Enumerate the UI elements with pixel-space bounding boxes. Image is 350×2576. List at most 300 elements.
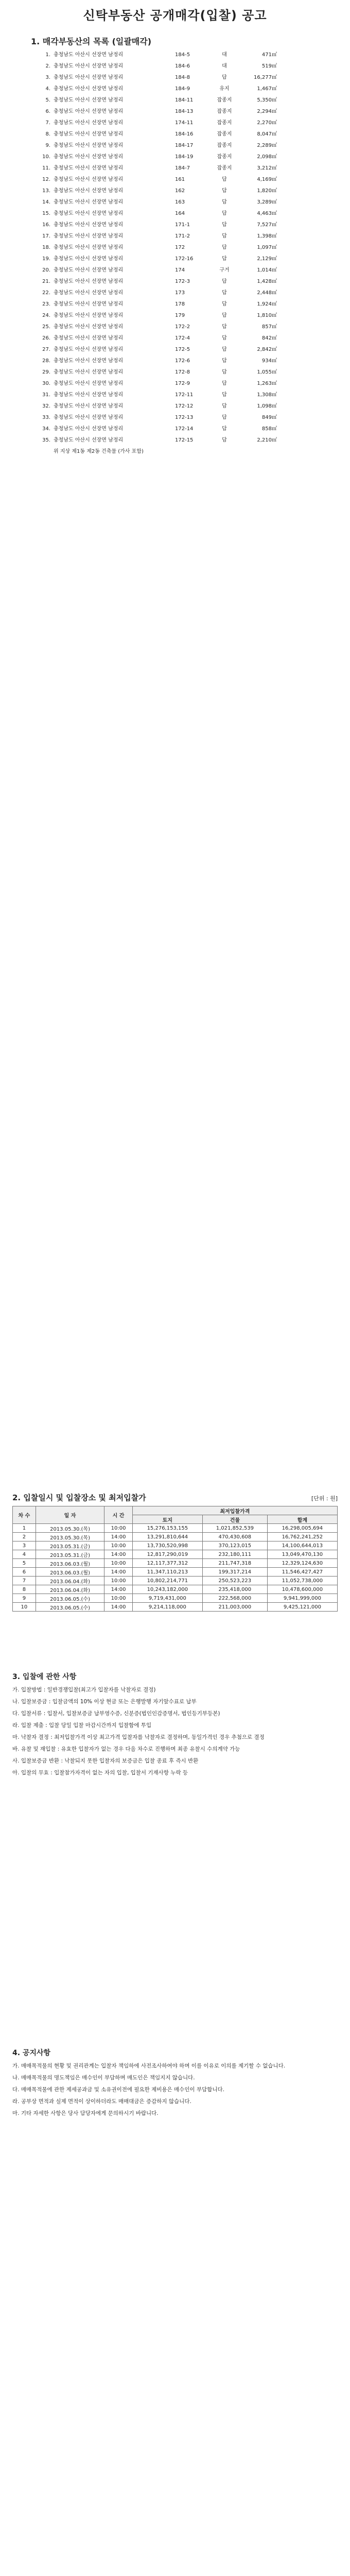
property-address: 충청남도 아산시 선장면 남정리 — [54, 63, 124, 69]
header-land: 토지 — [132, 1515, 202, 1524]
property-category: 답 — [222, 403, 227, 409]
property-category: 잡종지 — [217, 109, 232, 114]
property-area: 857㎡ — [261, 324, 277, 330]
property-address: 충청남도 아산시 선장면 남정리 — [54, 222, 124, 228]
property-lot: 172-6 — [175, 358, 190, 364]
property-category: 답 — [222, 358, 227, 364]
property-lot: 184-9 — [175, 86, 190, 92]
price-cell-total: 11,052,738,000 — [267, 1577, 337, 1585]
price-cell-land: 13,291,810,644 — [132, 1533, 202, 1541]
property-no: 25. — [42, 324, 50, 330]
property-area: 1,398㎡ — [257, 233, 277, 239]
price-cell-total: 16,298,005,694 — [267, 1524, 337, 1533]
property-item — [31, 378, 319, 389]
price-cell-total: 13,049,470,130 — [267, 1550, 337, 1559]
property-no: 20. — [42, 267, 50, 273]
property-category: 답 — [222, 415, 227, 420]
property-item — [31, 174, 319, 185]
header-date: 일 자 — [36, 1506, 104, 1524]
price-cell-no: 3 — [13, 1541, 36, 1550]
price-row — [13, 1577, 338, 1585]
property-category: 답 — [222, 335, 227, 341]
property-address: 충청남도 아산시 선장면 남정리 — [54, 177, 124, 182]
property-item — [31, 435, 319, 446]
property-lot: 172-15 — [175, 437, 194, 443]
price-table — [12, 1506, 338, 1612]
property-area: 519㎡ — [261, 63, 277, 69]
property-lot: 161 — [175, 177, 185, 182]
page-title: 신탁부동산 공개매각(입찰) 공고 — [83, 8, 267, 23]
price-cell-date: 2013.05.30.(목) — [36, 1533, 104, 1541]
property-address: 충청남도 아산시 선장면 남정리 — [54, 415, 124, 420]
property-address: 충청남도 아산시 선장면 남정리 — [54, 403, 124, 409]
property-category: 답 — [222, 324, 227, 330]
price-cell-bldg: 211,003,000 — [202, 1603, 267, 1612]
property-address: 충청남도 아산시 선장면 남정리 — [54, 97, 124, 103]
property-area: 1,820㎡ — [257, 188, 277, 194]
property-lot: 184-5 — [175, 52, 190, 58]
price-row — [13, 1533, 338, 1541]
price-cell-date: 2013.06.05.(수) — [36, 1594, 104, 1603]
property-lot: 172-12 — [175, 403, 194, 409]
property-category: 구거 — [219, 267, 230, 273]
property-lot: 184-19 — [175, 154, 194, 160]
building-note: 위 지상 제1동 제2동 건축물 (가사 포함) — [54, 449, 144, 454]
price-cell-bldg: 232,180,111 — [202, 1550, 267, 1559]
property-lot: 164 — [175, 211, 185, 216]
property-item — [31, 208, 319, 219]
property-item — [31, 83, 319, 95]
building-note-item — [31, 446, 319, 457]
property-address: 충청남도 아산시 선장면 남정리 — [54, 437, 124, 443]
property-address: 충청남도 아산시 선장면 남정리 — [54, 86, 124, 92]
property-no: 19. — [42, 256, 50, 262]
property-area: 1,924㎡ — [257, 301, 277, 307]
section3-item: 사. 입찰보증금 반환 : 낙찰되지 못한 입찰자의 보증금은 입찰 종료 후 즉시 반환 — [12, 1758, 199, 1764]
property-lot: 172 — [175, 245, 185, 250]
price-cell-land: 13,730,520,998 — [132, 1541, 202, 1550]
property-lot: 162 — [175, 188, 185, 194]
section3-item: 가. 입찰방법 : 일반경쟁입찰(최고가 입찰자를 낙찰자로 결정) — [12, 1687, 156, 1693]
property-lot: 163 — [175, 199, 185, 205]
property-address: 충청남도 아산시 선장면 남정리 — [54, 199, 124, 205]
property-lot: 173 — [175, 290, 185, 296]
property-lot: 174 — [175, 267, 185, 273]
price-cell-total: 14,100,644,013 — [267, 1541, 337, 1550]
property-no: 5. — [45, 97, 50, 103]
header-building: 건물 — [202, 1515, 267, 1524]
price-cell-no: 9 — [13, 1594, 36, 1603]
property-no: 22. — [42, 290, 50, 296]
property-item — [31, 95, 319, 106]
property-address: 충청남도 아산시 선장면 남정리 — [54, 245, 124, 250]
price-row — [13, 1603, 338, 1612]
section2 — [12, 1492, 338, 1612]
property-no: 35. — [42, 437, 50, 443]
header-round: 차 수 — [13, 1506, 36, 1524]
property-address: 충청남도 아산시 선장면 남정리 — [54, 347, 124, 352]
section3-item: 나. 입찰보증금 : 입찰금액의 10% 이상 현금 또는 은행발행 자기앞수표로 납부 — [12, 1699, 197, 1705]
property-address: 충청남도 아산시 선장면 남정리 — [54, 358, 124, 364]
property-item — [31, 61, 319, 72]
property-no: 10. — [42, 154, 50, 160]
section1-heading: 1. 매각부동산의 목록 (일괄매각) — [31, 37, 152, 46]
price-cell-total: 10,478,600,000 — [267, 1585, 337, 1594]
section3 — [12, 1665, 338, 1780]
price-cell-bldg: 470,430,608 — [202, 1533, 267, 1541]
section4-heading: 4. 공지사항 — [12, 2049, 51, 2057]
property-item — [31, 163, 319, 174]
property-category: 답 — [222, 347, 227, 352]
price-cell-land: 9,214,118,000 — [132, 1603, 202, 1612]
property-area: 2,842㎡ — [257, 347, 277, 352]
property-category: 답 — [222, 245, 227, 250]
property-lot: 172-13 — [175, 415, 194, 420]
property-area: 1,098㎡ — [257, 403, 277, 409]
property-address: 충청남도 아산시 선장면 남정리 — [54, 52, 124, 58]
property-lot: 184-7 — [175, 165, 190, 171]
property-no: 12. — [42, 177, 50, 182]
price-row — [13, 1568, 338, 1577]
property-item — [31, 287, 319, 299]
property-lot: 172-8 — [175, 369, 190, 375]
price-cell-land: 12,117,377,312 — [132, 1559, 202, 1568]
price-cell-bldg: 222,568,000 — [202, 1594, 267, 1603]
property-category: 대 — [222, 52, 227, 58]
property-address: 충청남도 아산시 선장면 남정리 — [54, 301, 124, 307]
property-area: 849㎡ — [261, 415, 277, 420]
price-cell-no: 1 — [13, 1524, 36, 1533]
price-row — [13, 1594, 338, 1603]
price-cell-time: 14:00 — [104, 1568, 132, 1577]
property-area: 2,098㎡ — [257, 154, 277, 160]
property-category: 답 — [222, 279, 227, 284]
property-address: 충청남도 아산시 선장면 남정리 — [54, 75, 124, 80]
property-area: 858㎡ — [261, 426, 277, 432]
section3-item: 마. 낙찰자 결정 : 최저입찰가격 이상 최고가격 입찰자를 낙찰자로 결정하며, 동일가격인 경우 추첨으로 결정 — [12, 1734, 265, 1740]
property-category: 잡종지 — [217, 97, 232, 103]
price-cell-time: 14:00 — [104, 1533, 132, 1541]
price-cell-total: 16,762,241,252 — [267, 1533, 337, 1541]
price-row — [13, 1550, 338, 1559]
property-item — [31, 49, 319, 61]
property-lot: 172-4 — [175, 335, 190, 341]
property-area: 2,129㎡ — [257, 256, 277, 262]
property-area: 5,350㎡ — [257, 97, 277, 103]
property-no: 31. — [42, 392, 50, 398]
property-no: 11. — [42, 165, 50, 171]
property-no: 1. — [45, 52, 50, 58]
property-lot: 171-2 — [175, 233, 190, 239]
section4-item: 라. 공부상 면적과 실제 면적이 상이하더라도 매매대금은 증감하지 않습니다. — [12, 2098, 191, 2105]
price-cell-bldg: 211,747,318 — [202, 1559, 267, 1568]
property-address: 충청남도 아산시 선장면 남정리 — [54, 211, 124, 216]
property-no: 8. — [45, 131, 50, 137]
property-category: 답 — [222, 188, 227, 194]
property-item — [31, 333, 319, 344]
price-cell-date: 2013.06.03.(월) — [36, 1559, 104, 1568]
property-category: 답 — [222, 437, 227, 443]
property-category: 답 — [222, 369, 227, 375]
property-area: 1,014㎡ — [257, 267, 277, 273]
property-item — [31, 344, 319, 355]
header-min-price: 최저입찰가격 — [132, 1506, 337, 1515]
property-category: 답 — [222, 75, 227, 80]
property-no: 17. — [42, 233, 50, 239]
price-cell-date: 2013.06.05.(수) — [36, 1603, 104, 1612]
property-address: 충청남도 아산시 선장면 남정리 — [54, 335, 124, 341]
property-no: 4. — [45, 86, 50, 92]
property-item — [31, 219, 319, 231]
property-address: 충청남도 아산시 선장면 남정리 — [54, 165, 124, 171]
price-cell-total: 12,329,124,630 — [267, 1559, 337, 1568]
property-item — [31, 355, 319, 367]
price-cell-no: 7 — [13, 1577, 36, 1585]
property-lot: 172-16 — [175, 256, 194, 262]
property-no: 28. — [42, 358, 50, 364]
property-address: 충청남도 아산시 선장면 남정리 — [54, 381, 124, 386]
price-cell-time: 10:00 — [104, 1594, 132, 1603]
property-item — [31, 401, 319, 412]
price-cell-time: 10:00 — [104, 1541, 132, 1550]
property-area: 2,210㎡ — [257, 437, 277, 443]
property-address: 충청남도 아산시 선장면 남정리 — [54, 313, 124, 318]
property-area: 4,463㎡ — [257, 211, 277, 216]
price-cell-bldg: 1,021,852,539 — [202, 1524, 267, 1533]
property-category: 답 — [222, 290, 227, 296]
property-area: 1,810㎡ — [257, 313, 277, 318]
property-no: 32. — [42, 403, 50, 409]
property-item — [31, 412, 319, 423]
property-address: 충청남도 아산시 선장면 남정리 — [54, 120, 124, 126]
price-cell-land: 15,276,153,155 — [132, 1524, 202, 1533]
section4-item: 가. 매매목적물의 현황 및 권리관계는 입찰자 책임하에 사전조사하여야 하며 이를 이유로 이의를 제기할 수 없습니다. — [12, 2063, 286, 2069]
price-cell-bldg: 370,123,015 — [202, 1541, 267, 1550]
header-time: 시 간 — [104, 1506, 132, 1524]
property-area: 3,212㎡ — [257, 165, 277, 171]
property-lot: 178 — [175, 301, 185, 307]
property-no: 14. — [42, 199, 50, 205]
property-category: 답 — [222, 256, 227, 262]
property-no: 34. — [42, 426, 50, 432]
property-no: 21. — [42, 279, 50, 284]
property-no: 27. — [42, 347, 50, 352]
property-no: 23. — [42, 301, 50, 307]
property-area: 2,448㎡ — [257, 290, 277, 296]
price-cell-time: 14:00 — [104, 1585, 132, 1594]
property-area: 1,097㎡ — [257, 245, 277, 250]
price-row — [13, 1559, 338, 1568]
price-cell-total: 11,546,427,427 — [267, 1568, 337, 1577]
price-cell-time: 10:00 — [104, 1559, 132, 1568]
property-no: 13. — [42, 188, 50, 194]
property-item — [31, 389, 319, 401]
property-category: 유지 — [219, 86, 230, 92]
property-category: 답 — [222, 177, 227, 182]
price-row — [13, 1585, 338, 1594]
property-category: 답 — [222, 211, 227, 216]
section3-heading: 3. 입찰에 관한 사항 — [12, 1673, 77, 1681]
property-category: 잡종지 — [217, 131, 232, 137]
property-lot: 184-17 — [175, 143, 194, 148]
property-no: 6. — [45, 109, 50, 114]
property-address: 충청남도 아산시 선장면 남정리 — [54, 233, 124, 239]
property-item — [31, 140, 319, 151]
price-cell-date: 2013.06.03.(월) — [36, 1568, 104, 1577]
section3-item: 아. 입찰의 무효 : 입찰참가자격이 없는 자의 입찰, 입찰서 기재사항 누락 등 — [12, 1770, 188, 1776]
property-category: 잡종지 — [217, 165, 232, 171]
property-item — [31, 367, 319, 378]
property-address: 충청남도 아산시 선장면 남정리 — [54, 131, 124, 137]
property-item — [31, 185, 319, 197]
property-item — [31, 197, 319, 208]
property-area: 1,467㎡ — [257, 86, 277, 92]
price-cell-no: 6 — [13, 1568, 36, 1577]
property-area: 16,277㎡ — [254, 75, 277, 80]
property-category: 답 — [222, 233, 227, 239]
price-cell-no: 2 — [13, 1533, 36, 1541]
property-item — [31, 423, 319, 435]
property-area: 1,308㎡ — [257, 392, 277, 398]
price-cell-date: 2013.05.31.(금) — [36, 1550, 104, 1559]
section4-item: 나. 매매목적물의 명도책임은 매수인이 부담하며 매도인은 책임지지 않습니다. — [12, 2075, 195, 2081]
property-area: 1,428㎡ — [257, 279, 277, 284]
property-address: 충청남도 아산시 선장면 남정리 — [54, 324, 124, 330]
property-category: 답 — [222, 392, 227, 398]
property-address: 충청남도 아산시 선장면 남정리 — [54, 154, 124, 160]
price-cell-bldg: 199,317,214 — [202, 1568, 267, 1577]
property-no: 3. — [45, 75, 50, 80]
price-cell-no: 8 — [13, 1585, 36, 1594]
property-category: 대 — [222, 63, 227, 69]
property-category: 답 — [222, 381, 227, 386]
property-no: 24. — [42, 313, 50, 318]
property-address: 충청남도 아산시 선장면 남정리 — [54, 267, 124, 273]
price-row — [13, 1541, 338, 1550]
price-cell-time: 14:00 — [104, 1550, 132, 1559]
property-lot: 172-2 — [175, 324, 190, 330]
property-category: 답 — [222, 313, 227, 318]
property-lot: 172-11 — [175, 392, 194, 398]
section2-heading: 2. 입찰일시 및 입찰장소 및 최저입찰가 — [12, 1493, 146, 1502]
section4-item: 다. 매매목적물에 관한 제세공과금 및 소유권이전에 필요한 제비용은 매수인이 부담합니다. — [12, 2087, 225, 2093]
property-no: 9. — [45, 143, 50, 148]
price-cell-land: 9,719,431,000 — [132, 1594, 202, 1603]
price-cell-no: 10 — [13, 1603, 36, 1612]
price-cell-date: 2013.05.30.(목) — [36, 1524, 104, 1533]
property-area: 842㎡ — [261, 335, 277, 341]
property-lot: 172-3 — [175, 279, 190, 284]
property-lot: 174-11 — [175, 120, 194, 126]
property-lot: 184-6 — [175, 63, 190, 69]
property-area: 4,169㎡ — [257, 177, 277, 182]
price-cell-land: 10,243,182,000 — [132, 1585, 202, 1594]
property-item — [31, 231, 319, 242]
property-area: 3,289㎡ — [257, 199, 277, 205]
property-item — [31, 129, 319, 140]
property-no: 2. — [45, 63, 50, 69]
price-cell-land: 11,347,110,213 — [132, 1568, 202, 1577]
property-category: 잡종지 — [217, 120, 232, 126]
property-area: 471㎡ — [261, 52, 277, 58]
price-cell-no: 5 — [13, 1559, 36, 1568]
property-address: 충청남도 아산시 선장면 남정리 — [54, 109, 124, 114]
price-unit: [단위 : 원] — [311, 1495, 338, 1502]
property-area: 2,270㎡ — [257, 120, 277, 126]
property-no: 16. — [42, 222, 50, 228]
property-no: 26. — [42, 335, 50, 341]
property-lot: 184-13 — [175, 109, 194, 114]
property-lot: 171-1 — [175, 222, 190, 228]
property-category: 답 — [222, 199, 227, 205]
property-no: 15. — [42, 211, 50, 216]
section3-item: 라. 입찰 제출 : 입찰 당일 입찰 마감시간까지 입찰함에 투입 — [12, 1722, 152, 1728]
property-address: 충청남도 아산시 선장면 남정리 — [54, 290, 124, 296]
price-cell-total: 9,425,121,000 — [267, 1603, 337, 1612]
property-address: 충청남도 아산시 선장면 남정리 — [54, 426, 124, 432]
price-cell-time: 14:00 — [104, 1603, 132, 1612]
property-lot: 184-11 — [175, 97, 194, 103]
header-total: 합계 — [267, 1515, 337, 1524]
property-item — [31, 151, 319, 163]
property-no: 30. — [42, 381, 50, 386]
property-address: 충청남도 아산시 선장면 남정리 — [54, 392, 124, 398]
section4-item: 마. 기타 자세한 사항은 당사 담당자에게 문의하시기 바랍니다. — [12, 2110, 159, 2116]
property-item — [31, 117, 319, 129]
property-item — [31, 72, 319, 83]
property-lot: 184-16 — [175, 131, 194, 137]
property-category: 답 — [222, 301, 227, 307]
property-item — [31, 299, 319, 310]
property-address: 충청남도 아산시 선장면 남정리 — [54, 279, 124, 284]
price-cell-time: 10:00 — [104, 1577, 132, 1585]
property-area: 1,263㎡ — [257, 381, 277, 386]
property-item — [31, 253, 319, 265]
property-address: 충청남도 아산시 선장면 남정리 — [54, 143, 124, 148]
property-category: 답 — [222, 426, 227, 432]
property-area: 934㎡ — [261, 358, 277, 364]
property-list — [31, 49, 319, 457]
property-lot: 172-9 — [175, 381, 190, 386]
property-lot: 172-5 — [175, 347, 190, 352]
price-cell-bldg: 250,523,223 — [202, 1577, 267, 1585]
price-cell-no: 4 — [13, 1550, 36, 1559]
property-area: 8,047㎡ — [257, 131, 277, 137]
section3-item: 바. 유찰 및 재입찰 : 유효한 입찰자가 없는 경우 다음 차수로 진행하며 최종 유찰시 수의계약 가능 — [12, 1746, 240, 1752]
property-address: 충청남도 아산시 선장면 남정리 — [54, 256, 124, 262]
property-area: 1,055㎡ — [257, 369, 277, 375]
price-cell-date: 2013.06.04.(화) — [36, 1585, 104, 1594]
section4 — [12, 2041, 338, 2121]
property-item — [31, 310, 319, 321]
property-area: 7,527㎡ — [257, 222, 277, 228]
property-address: 충청남도 아산시 선장면 남정리 — [54, 369, 124, 375]
price-cell-total: 9,941,999,000 — [267, 1594, 337, 1603]
price-cell-time: 10:00 — [104, 1524, 132, 1533]
property-category: 답 — [222, 222, 227, 228]
price-cell-date: 2013.06.04.(화) — [36, 1577, 104, 1585]
property-item — [31, 265, 319, 276]
section3-item: 다. 입찰서류 : 입찰서, 입찰보증금 납부영수증, 신분증(법인인감증명서, 법인등기부등본) — [12, 1710, 220, 1717]
property-item — [31, 106, 319, 117]
price-cell-date: 2013.05.31.(금) — [36, 1541, 104, 1550]
property-lot: 179 — [175, 313, 185, 318]
property-area: 2,289㎡ — [257, 143, 277, 148]
property-item — [31, 276, 319, 287]
property-category: 잡종지 — [217, 154, 232, 160]
property-item — [31, 242, 319, 253]
property-no: 33. — [42, 415, 50, 420]
